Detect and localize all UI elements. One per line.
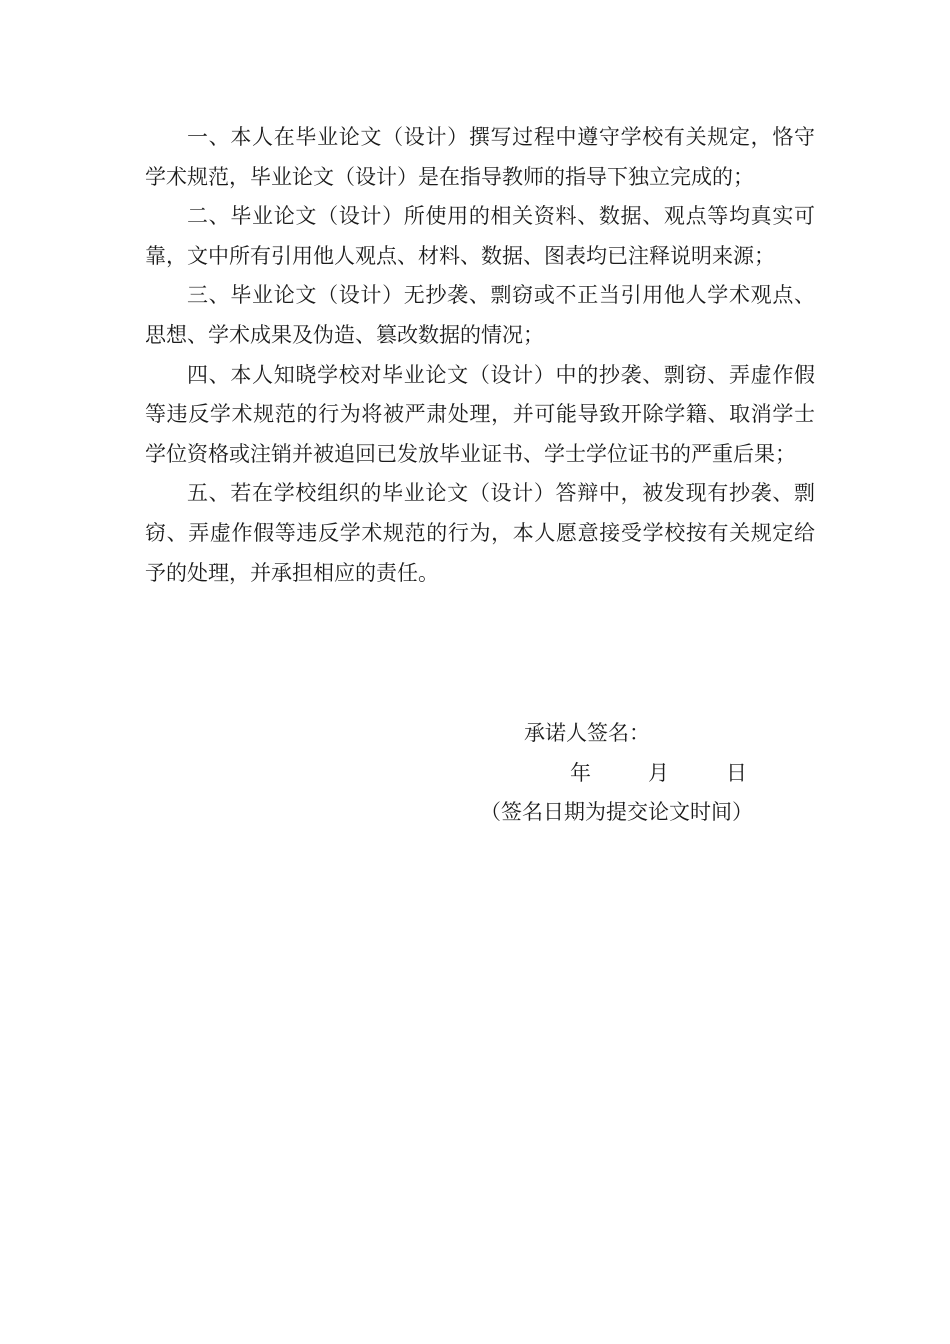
declaration-paragraph-3: 三、毕业论文（设计）无抄袭、剽窃或不正当引用他人学术观点、思想、学术成果及伪造、篡改数据的情况； (145, 283, 815, 347)
declaration-paragraph-5: 五、若在学校组织的毕业论文（设计）答辩中，被发现有抄袭、剽窃、弄虚作假等违反学术规范的行为，本人愿意接受学校按有关规定给予的处理，并承担相应的责任。 (145, 481, 815, 585)
declaration-paragraph-4: 四、本人知晓学校对毕业论文（设计）中的抄袭、剽窃、弄虚作假等违反学术规范的行为将被严肃处理，并可能导致开除学籍、取消学士学位资格或注销并被追回已发放毕业证书、学士学位证书的严重后果； (145, 362, 815, 466)
signature-date-line (470, 754, 810, 794)
date-month-label: 月 (648, 761, 669, 785)
date-year-label: 年 (570, 761, 591, 785)
signature-date-note: （签名日期为提交论文时间） (480, 800, 753, 824)
date-day-label: 日 (726, 761, 747, 785)
declaration-paragraph-2: 二、毕业论文（设计）所使用的相关资料、数据、观点等均真实可靠，文中所有引用他人观点、材料、数据、图表均已注释说明来源； (145, 204, 815, 268)
declaration-body (145, 118, 815, 593)
declaration-paragraph-1: 一、本人在毕业论文（设计）撰写过程中遵守学校有关规定，恪守学术规范，毕业论文（设计）是在指导教师的指导下独立完成的； (145, 125, 815, 189)
signature-label: 承诺人签名： (524, 721, 650, 745)
